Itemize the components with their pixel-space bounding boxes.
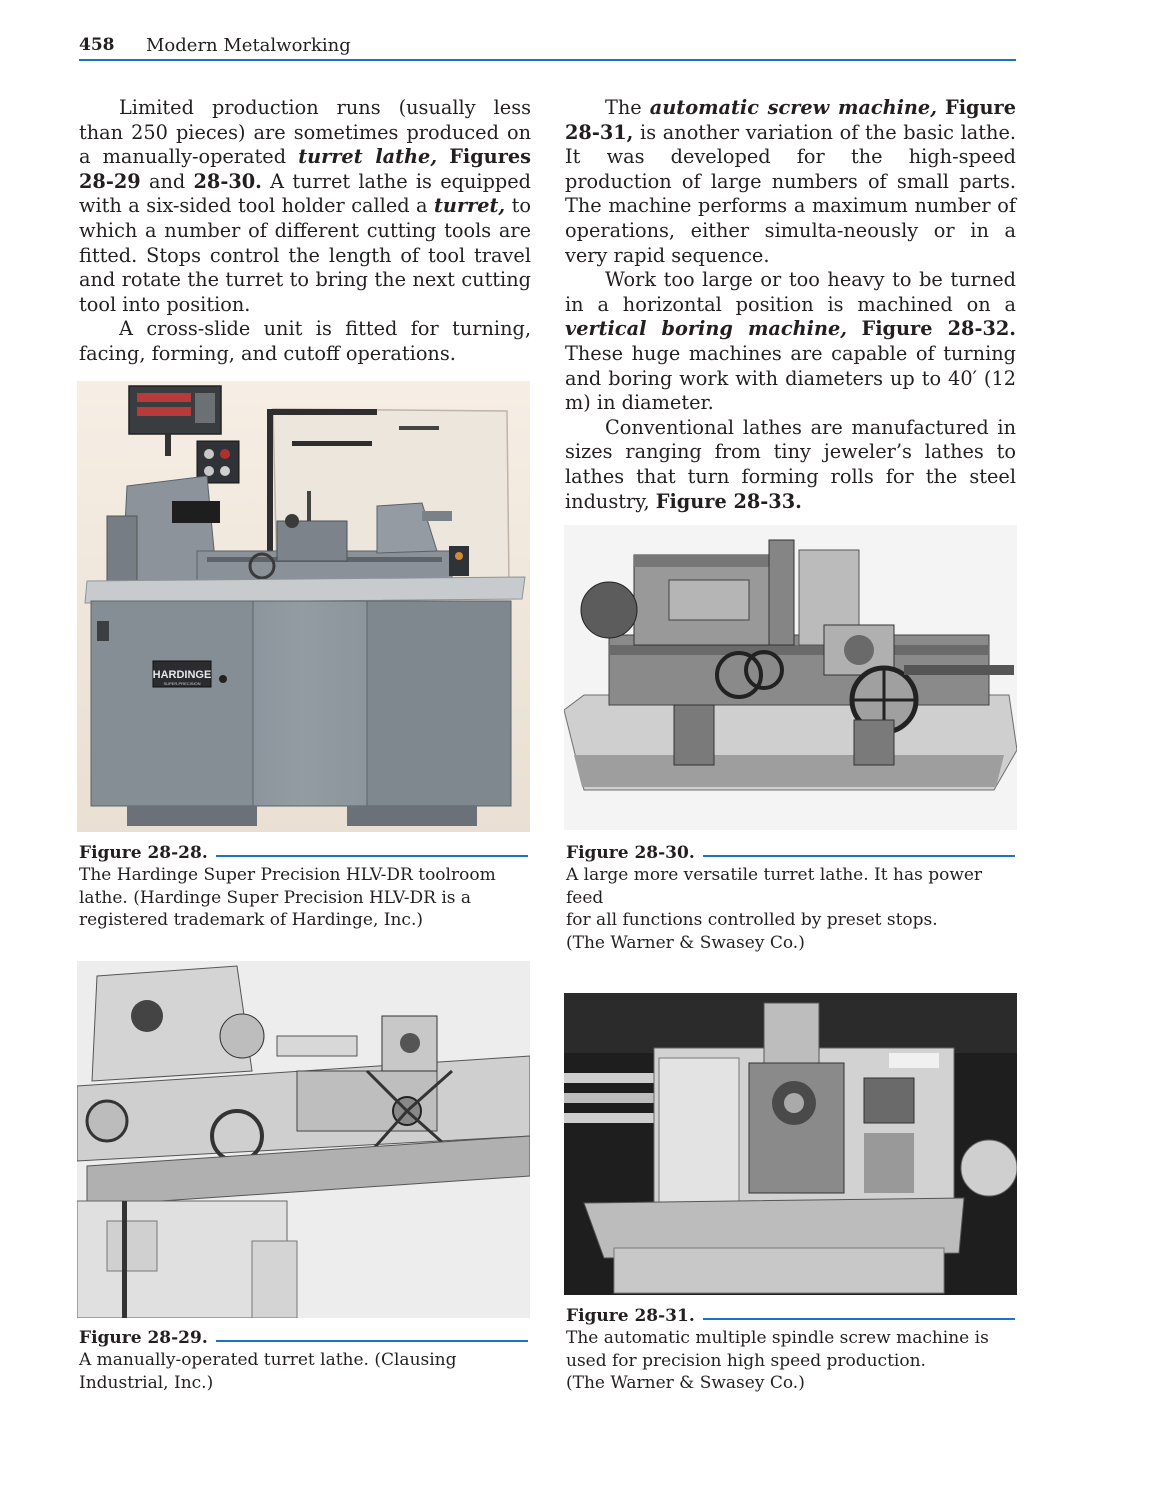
paragraph bbox=[565, 268, 1016, 416]
plate-sub-text: SUPER-PRECISION bbox=[163, 681, 201, 686]
paragraph bbox=[565, 96, 1016, 268]
figure-28-29-photo bbox=[77, 961, 530, 1318]
caption-text: The automatic multiple spindle screw machine is used for precision high speed production. (The Warner & Swasey Co.) bbox=[566, 1328, 989, 1394]
text-run: These huge machines are capable of turning and boring work with diameters up to 40′ (12 m) in diameter. bbox=[565, 341, 1016, 415]
text-run: to which a number of different cutting tools are fitted. Stops control the length of tool travel and rotate the turret to bring the next cutting tool into position. bbox=[79, 194, 531, 316]
figure-28-28-photo bbox=[77, 381, 530, 832]
clausing-lathe-illustration bbox=[77, 961, 530, 1318]
right-text-column bbox=[565, 96, 1016, 514]
caption-text: A large more versatile turret lathe. It has power feed for all functions controlled by preset stops. (The Warner & Swasey Co.) bbox=[566, 865, 983, 954]
text-run: and bbox=[140, 169, 194, 193]
emphasis-run: Figure 28-31, bbox=[565, 96, 1016, 144]
figure-28-30-photo bbox=[564, 525, 1017, 830]
page-number: 458 bbox=[79, 35, 115, 55]
figure-28-28-caption bbox=[79, 842, 528, 932]
text-run: Conventional lathes are manufactured in sizes ranging from tiny jeweler’s lathes to lathes that turn forming rolls for the steel industry, bbox=[565, 415, 1016, 513]
screw-machine-illustration bbox=[564, 993, 1017, 1295]
paragraph bbox=[565, 416, 1016, 514]
emphasis-run: turret lathe, bbox=[298, 145, 438, 169]
text-run bbox=[937, 96, 945, 119]
figure-label: Figure 28-30. bbox=[566, 842, 695, 863]
caption-rule bbox=[216, 1340, 528, 1342]
text-run: is another variation of the basic lathe. It was developed for the high-speed production of large numbers of small parts. The machine performs a maximum number of operations, either simulta-neously or in a very rapid sequence. bbox=[565, 120, 1016, 267]
caption-text: The Hardinge Super Precision HLV-DR toolroom lathe. (Hardinge Super Precision HLV-DR is a registered trademark of Hardinge, Inc.) bbox=[79, 865, 496, 931]
left-text-column bbox=[79, 96, 531, 367]
text-run: A turret lathe is equipped with a six-sided tool holder called a bbox=[79, 169, 532, 218]
plate-brand-text: HARDINGE bbox=[152, 669, 212, 681]
turret-lathe-illustration bbox=[564, 525, 1017, 830]
emphasis-run: Figures 28-29 bbox=[79, 145, 531, 193]
emphasis-run: turret, bbox=[434, 194, 506, 218]
caption-rule bbox=[703, 855, 1015, 857]
text-run: A cross-slide unit is fitted for turning, facing, forming, and cutoff operations. bbox=[79, 317, 531, 365]
paragraph bbox=[79, 96, 531, 317]
emphasis-run: vertical boring machine, bbox=[565, 317, 847, 341]
figure-label: Figure 28-28. bbox=[79, 842, 208, 863]
running-title: Modern Metalworking bbox=[146, 35, 351, 56]
emphasis-run: Figure 28-33. bbox=[655, 489, 802, 513]
emphasis-run: 28-30. bbox=[193, 169, 262, 193]
text-run: The bbox=[605, 96, 650, 119]
figure-28-31-caption bbox=[566, 1305, 1015, 1395]
header-rule bbox=[79, 59, 1016, 61]
caption-text: A manually-operated turret lathe. (Clausing Industrial, Inc.) bbox=[79, 1350, 457, 1393]
caption-rule bbox=[703, 1318, 1015, 1320]
text-run: Work too large or too heavy to be turned in a horizontal position is machined on a bbox=[565, 268, 1016, 316]
figure-28-29-caption bbox=[79, 1327, 528, 1394]
figure-label: Figure 28-29. bbox=[79, 1327, 208, 1348]
caption-rule bbox=[216, 855, 528, 857]
figure-28-30-caption bbox=[566, 842, 1015, 955]
figure-28-31-photo bbox=[564, 993, 1017, 1295]
emphasis-run: automatic screw machine, bbox=[649, 96, 937, 119]
text-run: Limited production runs (usually less than 250 pieces) are sometimes produced on a manually-operated bbox=[79, 96, 531, 169]
figure-label: Figure 28-31. bbox=[566, 1305, 695, 1326]
text-run bbox=[437, 145, 449, 168]
hardinge-lathe-illustration bbox=[77, 381, 530, 832]
emphasis-run: Figure 28-32. bbox=[861, 317, 1016, 341]
text-run bbox=[847, 317, 862, 340]
paragraph bbox=[79, 317, 531, 366]
page-header bbox=[79, 35, 1016, 61]
